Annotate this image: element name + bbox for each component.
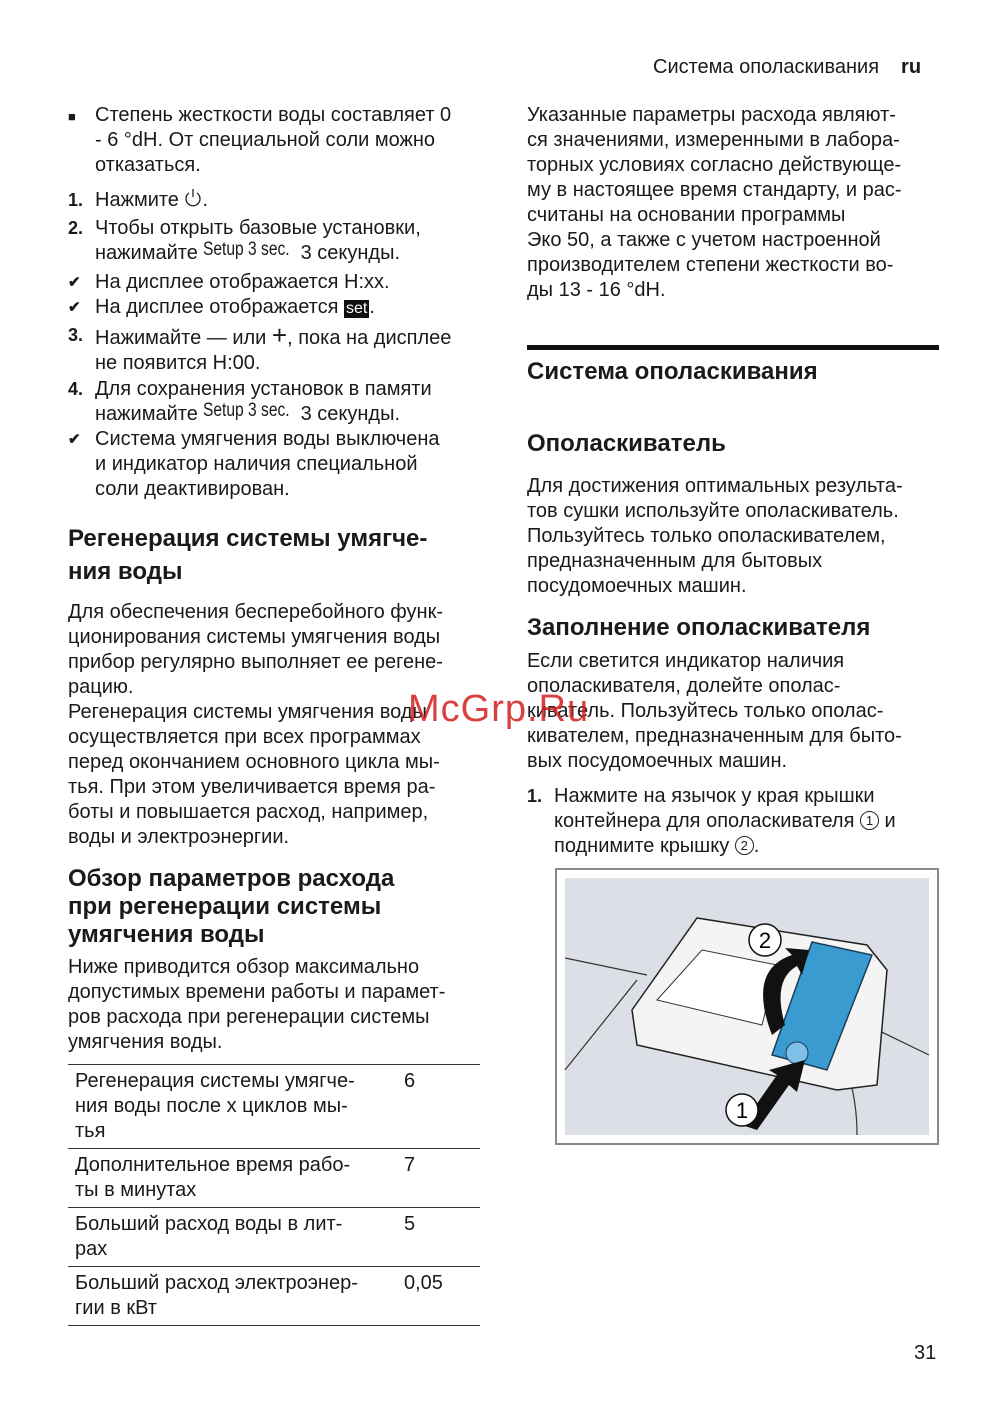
- running-header: [653, 55, 921, 80]
- result-3: [68, 427, 488, 502]
- step-text: Для сохранения установок в памяти нажимайте: [95, 378, 432, 425]
- page-number: 31: [914, 1342, 937, 1364]
- check-icon: ✔: [68, 299, 81, 316]
- step-3: [68, 320, 488, 376]
- heading-rinse-system: Система ополаскивания: [527, 358, 818, 385]
- result-text: На дисплее отображается: [95, 296, 344, 318]
- step-2: [68, 216, 488, 266]
- paragraph-note: Указанные параметры расхода являют- ся значениями, измеренными в лабора- торных условиях согласно действующе- му в настоящее время стандарту, и рас- считаны на основании программы Эко 50, а также с учетом настроенной производителем степени жесткости во- ды 13 - 16 °dH.: [527, 104, 902, 301]
- step-text: Нажмите: [95, 189, 185, 211]
- bullet-item: [68, 103, 488, 178]
- result-text: На дисплее отображается H:xx.: [95, 271, 390, 293]
- step-1: [68, 188, 488, 213]
- paragraph-overview: Ниже приводится обзор максимально допустимых времени работы и парамет- ров расхода при регенерации системы умягчения воды.: [68, 956, 446, 1053]
- heading-rinse-aid: Ополаскиватель: [527, 430, 726, 457]
- svg-text:2: 2: [758, 928, 772, 953]
- watermark: McGrp.Ru: [408, 688, 590, 730]
- step-number: 1.: [68, 190, 84, 210]
- square-bullet-icon: ■: [68, 109, 76, 124]
- punct: .: [202, 189, 209, 211]
- step-text: Нажмите на язычок у края крышки контейнера для ополаскивателя: [554, 785, 875, 832]
- check-icon: ✔: [68, 431, 81, 448]
- result-2: [68, 295, 488, 320]
- table-row: [68, 1149, 480, 1208]
- svg-text:1: 1: [735, 1098, 749, 1123]
- table-row: [68, 1208, 480, 1267]
- punct: .: [369, 296, 375, 318]
- table-row: [68, 1065, 480, 1149]
- step-text: или: [226, 327, 272, 349]
- paragraph-filling: Если светится индикатор наличия ополаскивателя, долейте ополас- киватель. Пользуйтесь только ополас- кивателем, предназначенным для быто- вых посудомоечных машин.: [527, 650, 902, 772]
- rinse-aid-figure: [555, 868, 939, 1145]
- step-number: 4.: [68, 379, 84, 399]
- step-text: 3 секунды.: [295, 242, 400, 264]
- row-value: 7: [404, 1154, 416, 1176]
- punct: .: [753, 835, 760, 857]
- table-row: [68, 1267, 480, 1326]
- bullet-text: Степень жесткости воды составляет 0 - 6 °dH. От специальной соли можно отказаться.: [95, 104, 452, 176]
- paragraph-rinse-aid: Для достижения оптимальных результа- тов сушки используйте ополаскиватель. Пользуйтесь только ополаскивателем, предназначенным для бытовых посудомоечных машин.: [527, 475, 903, 597]
- row-value: 6: [404, 1070, 416, 1092]
- step-4: [68, 377, 488, 427]
- check-icon: ✔: [68, 274, 81, 291]
- row-label: Больший расход воды в лит- рах: [75, 1213, 343, 1260]
- step-text: и поднимите крышку: [554, 810, 896, 857]
- setup-key-label: Setup 3 sec.: [203, 400, 291, 421]
- consumption-table: [68, 1064, 480, 1326]
- step-text: Чтобы открыть базовые установки, нажимайте: [95, 217, 421, 264]
- result-text: Система умягчения воды выключена и индикатор наличия специальной соли деактивирован.: [95, 428, 440, 500]
- step-number: 3.: [68, 325, 84, 345]
- step-text: Нажимайте: [95, 327, 207, 349]
- set-display-badge: set: [346, 300, 368, 317]
- step-number: 2.: [68, 218, 84, 238]
- row-label: Дополнительное время рабо- ты в минутах: [75, 1154, 351, 1201]
- step-text: , пока на дисплее не появится H:00.: [95, 327, 452, 374]
- fill-step-1: [527, 784, 947, 859]
- header-lang: ru: [901, 56, 922, 78]
- dispenser-illustration: [557, 870, 937, 1143]
- circled-number-2: 2: [735, 836, 754, 855]
- plus-icon: +: [271, 320, 288, 350]
- result-1: [68, 270, 488, 295]
- circled-number-1: 1: [860, 811, 879, 830]
- row-label: Больший расход электроэнер- гии в кВт: [75, 1272, 358, 1319]
- setup-key-label: Setup 3 sec.: [203, 239, 291, 260]
- section-divider: [527, 345, 939, 350]
- heading-regeneration: Регенерация системы умягче- ния воды: [68, 525, 428, 585]
- power-icon: [184, 188, 202, 208]
- callout-1: [726, 1094, 758, 1126]
- heading-filling: Заполнение ополаскивателя: [527, 614, 871, 641]
- minus-icon: —: [206, 327, 227, 349]
- header-section: Система ополаскивания: [653, 56, 880, 78]
- heading-overview: Обзор параметров расхода при регенерации системы умягчения воды: [68, 865, 395, 948]
- paragraph-regeneration: Для обеспечения бесперебойного функ- ционирования системы умягчения воды прибор регулярно выполняет ее регене- рацию. Регенерация системы умягчения воды осуществляется при всех программах перед окончанием основного цикла мы- тья. При этом увеличивается время ра- боты и повышается расход, например, воды и электроэнергии.: [68, 601, 443, 848]
- row-value: 0,05: [404, 1272, 443, 1294]
- step-number: 1.: [527, 786, 543, 806]
- callout-2: [749, 924, 781, 956]
- step-text: 3 секунды.: [295, 403, 400, 425]
- row-value: 5: [404, 1213, 416, 1235]
- row-label: Регенерация системы умягче- ния воды после x циклов мы- тья: [75, 1070, 355, 1142]
